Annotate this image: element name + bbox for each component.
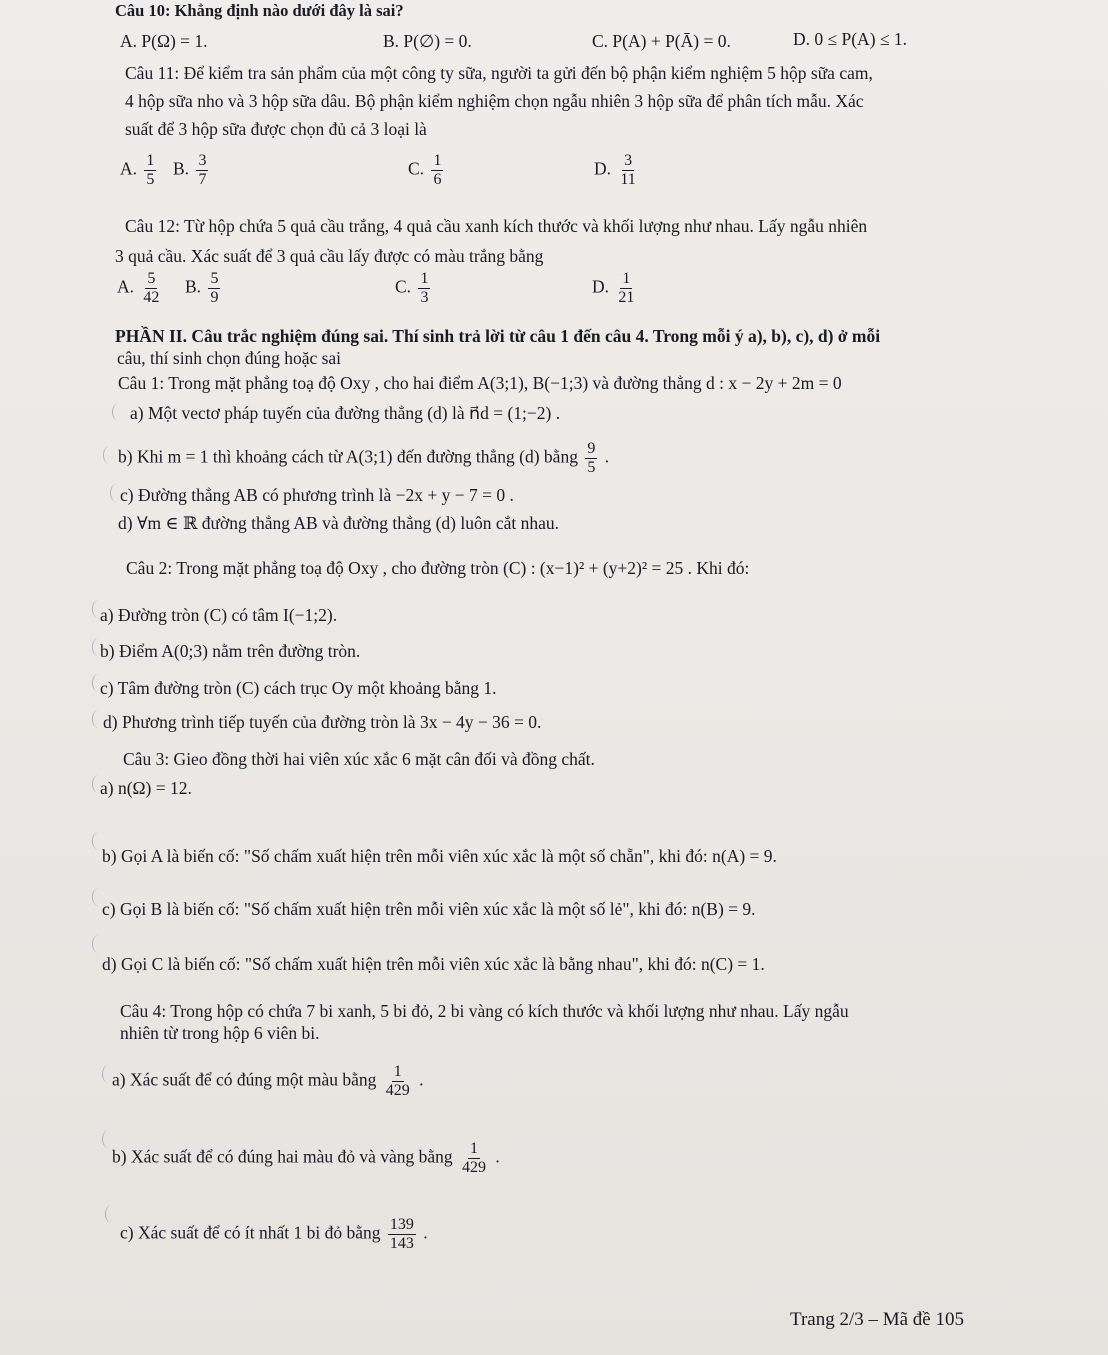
- s1-title: Câu 1: Trong mặt phẳng toạ độ Oxy , cho hai điểm A(3;1), B(−1;3) và đường thẳng d : x − 2y + 2m = 0: [118, 373, 842, 393]
- s3-item-b: b) Gọi A là biến cố: "Số chấm xuất hiện trên mỗi viên xúc xắc là một số chẵn", khi đó: n(A) = 9.: [102, 846, 777, 866]
- q11-line-1: Câu 11: Để kiểm tra sản phẩm của một công ty sữa, người ta gửi đến bộ phận kiểm nghiệm 5 hộp sữa cam,: [125, 63, 873, 83]
- part2-heading: PHẦN II. Câu trắc nghiệm đúng sai. Thí sinh trả lời từ câu 1 đến câu 4. Trong mỗi ý a), b), c), d) ở mỗi: [115, 326, 881, 346]
- q11-line-3: suất để 3 hộp sữa được chọn đủ cả 3 loại là: [125, 119, 427, 139]
- q12-option-b: B. $\frac{5}{9}$: [185, 270, 219, 306]
- q10-option-b: B. P(∅) = 0.: [383, 31, 472, 51]
- q11-line-2: 4 hộp sữa nho và 3 hộp sữa dâu. Bộ phận kiểm nghiệm chọn ngẫu nhiên 3 hộp sữa để phân tích mẫu. Xác: [125, 91, 864, 111]
- s2-title: Câu 2: Trong mặt phẳng toạ độ Oxy , cho đường tròn (C) : (x−1)² + (y+2)² = 25 . Khi đó:: [126, 558, 750, 578]
- s1-item-b: b) Khi m = 1 thì khoảng cách từ A(3;1) đến đường thẳng (d) bằng $\frac{9}{5}$ .: [118, 440, 610, 476]
- s1-item-c: c) Đường thẳng AB có phương trình là −2x + y − 7 = 0 .: [120, 485, 514, 505]
- s3-item-c: c) Gọi B là biến cố: "Số chấm xuất hiện trên mỗi viên xúc xắc là một số lẻ", khi đó: n(B) = 9.: [102, 899, 756, 919]
- q10-title: Câu 10: Khẳng định nào dưới đây là sai?: [115, 1, 404, 20]
- s4-line-2: nhiên từ trong hộp 6 viên bi.: [120, 1023, 320, 1043]
- q10-option-c: C. P(A) + P(Ā) = 0.: [592, 31, 731, 51]
- q11-option-a: A. $\frac{1}{5}$: [120, 152, 155, 188]
- s1-item-d: d) ∀m ∈ ℝ đường thẳng AB và đường thẳng (d) luôn cắt nhau.: [118, 513, 560, 533]
- q12-line-2: 3 quả cầu. Xác suất để 3 quả cầu lấy được có màu trắng bằng: [115, 246, 544, 266]
- part2-instruction: câu, thí sinh chọn đúng hoặc sai: [117, 348, 342, 368]
- q11-option-d: D. $\frac{3}{11}$: [594, 152, 636, 188]
- q12-option-d: D. $\frac{1}{21}$: [592, 270, 635, 306]
- s2-item-a: a) Đường tròn (C) có tâm I(−1;2).: [100, 605, 338, 625]
- s4-item-c: c) Xác suất để có ít nhất 1 bi đỏ bằng $\frac{139}{143}$ .: [120, 1216, 428, 1252]
- s4-item-b: b) Xác suất để có đúng hai màu đỏ và vàng bằng $\frac{1}{429}$ .: [112, 1140, 500, 1176]
- q12-option-a: A. $\frac{5}{42}$: [117, 270, 160, 306]
- s4-item-a: a) Xác suất để có đúng một màu bằng $\frac{1}{429}$ .: [112, 1063, 424, 1099]
- answer-bracket-mark: [105, 1205, 118, 1223]
- page-footer: Trang 2/3 – Mã đề 105: [790, 1309, 964, 1330]
- s2-item-d: d) Phương trình tiếp tuyến của đường tròn là 3x − 4y − 36 = 0.: [103, 712, 542, 732]
- s4-line-1: Câu 4: Trong hộp có chứa 7 bi xanh, 5 bi đỏ, 2 bi vàng có kích thước và khối lượng như nhau. Lấy ngẫu: [120, 1001, 849, 1021]
- q10-option-a: A. P(Ω) = 1.: [120, 31, 208, 51]
- s3-item-a: a) n(Ω) = 12.: [100, 778, 192, 798]
- q11-option-c: C. $\frac{1}{6}$: [408, 152, 442, 188]
- s3-title: Câu 3: Gieo đồng thời hai viên xúc xắc 6 mặt cân đối và đồng chất.: [123, 749, 595, 769]
- q11-option-b: B. $\frac{3}{7}$: [173, 152, 207, 188]
- s2-item-c: c) Tâm đường tròn (C) cách trục Oy một khoảng bằng 1.: [100, 678, 497, 698]
- answer-bracket-mark: [92, 935, 105, 953]
- s2-item-b: b) Điểm A(0;3) nằm trên đường tròn.: [100, 641, 361, 661]
- q12-line-1: Câu 12: Từ hộp chứa 5 quả cầu trắng, 4 quả cầu xanh kích thước và khối lượng như nhau. Lấy ngẫu nhiên: [125, 216, 868, 236]
- s3-item-d: d) Gọi C là biến cố: "Số chấm xuất hiện trên mỗi viên xúc xắc là bằng nhau", khi đó: n(C) = 1.: [102, 954, 765, 974]
- q10-option-d: D. 0 ≤ P(A) ≤ 1.: [793, 29, 907, 49]
- answer-bracket-mark: [112, 403, 125, 421]
- s1-item-a: a) Một vectơ pháp tuyến của đường thẳng (d) là n⃗d = (1;−2) .: [130, 403, 561, 423]
- answer-bracket-mark: [103, 446, 116, 464]
- q12-option-c: C. $\frac{1}{3}$: [395, 270, 429, 306]
